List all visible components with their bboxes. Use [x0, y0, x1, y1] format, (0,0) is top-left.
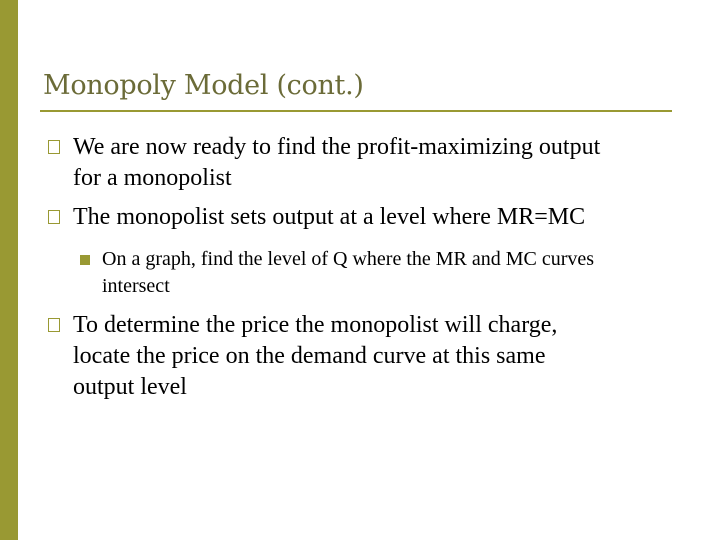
sub-bullet-1-line-1: On a graph, find the level of Q where the MR and MC curves: [102, 248, 595, 270]
hollow-square-bullet-icon: [48, 318, 60, 332]
bullet-2: [73, 202, 585, 233]
hollow-square-bullet-icon: [48, 140, 60, 154]
title-underline: [40, 110, 672, 112]
sub-bullet-1-line-2: intersect: [102, 275, 170, 297]
hollow-square-bullet-icon: [48, 210, 60, 224]
bullet-3: [73, 310, 557, 403]
bullet-2-line-1: The monopolist sets output at a level where MR=MC: [73, 204, 586, 230]
sub-bullet-1: [102, 246, 594, 300]
bullet-3-line-1: To determine the price the monopolist will charge,: [73, 312, 558, 338]
bullet-3-line-3: output level: [73, 374, 187, 400]
bullet-1-line-2: for a monopolist: [73, 165, 232, 191]
bullet-1: [73, 132, 600, 194]
slide-title: Monopoly Model (cont.): [43, 70, 364, 101]
bullet-3-line-2: locate the price on the demand curve at this same: [73, 343, 546, 369]
slide-sidebar-accent: [0, 0, 18, 540]
solid-square-bullet-icon: [80, 255, 90, 265]
bullet-1-line-1: We are now ready to find the profit-maximizing output: [73, 134, 601, 160]
